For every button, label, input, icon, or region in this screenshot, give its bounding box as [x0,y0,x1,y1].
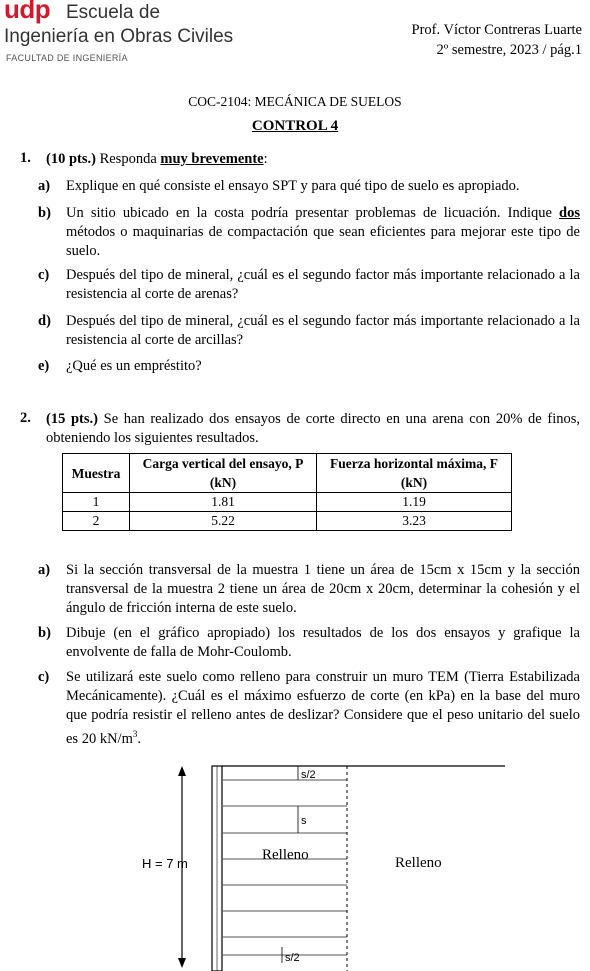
table-cell: 5.22 [130,512,317,531]
results-table [62,453,512,531]
fill-label-retained: Relleno [395,855,442,871]
q1-prompt-pre: Responda [99,151,161,167]
q2-prompt-text: Se han realizado dos ensayos de corte directo en una arena con 20% de finos, obteniendo los siguientes resultados. [46,411,581,446]
q1-prompt-post: : [263,151,268,167]
q2-prompt [46,410,580,448]
table-header-row [63,454,512,493]
item-text: Explique en qué consiste el ensayo SPT y para qué tipo de suelo es apropiado. [66,178,520,194]
item-label: d) [38,313,51,329]
item-label: a) [38,178,51,194]
q1-item-d [38,312,580,350]
table-cell: 1 [63,493,130,512]
item-text-emphasis: dos [559,205,580,221]
item-text: Si la sección transversal de la muestra 1 tiene un área de 15cm x 15cm y la sección transversal de la muestra 2 tiene un área de 20cm x 20cm, determinar la cohesión y el ángulo de fricción interna de este suelo. [66,562,580,616]
header-info [412,20,582,60]
q1-item-e [38,357,580,376]
q1-points: (10 pts.) [46,151,96,167]
table-header: Fuerza horizontal máxima, F (kN) [317,454,512,493]
q1-item-a [38,177,580,196]
reinforcement-strips [222,780,347,955]
school-name-line2: Ingeniería en Obras Civiles [4,26,234,47]
item-text: ¿Qué es un empréstito? [66,358,202,374]
item-label: b) [38,625,51,641]
q1-prompt [46,150,268,169]
table-cell: 3.23 [317,512,512,531]
school-name-line1: Escuela de [66,2,161,23]
spacing-markers [282,766,298,963]
q2-number: 2. [20,410,31,426]
arrow-up-icon [178,766,186,776]
item-text: Después del tipo de mineral, ¿cuál es el segundo factor más importante relacionado a la resistencia al corte de arenas? [66,267,580,302]
tem-wall-diagram [100,758,550,971]
table-header: Carga vertical del ensayo, P (kN) [130,454,317,493]
course-code: COC-2104: MECÁNICA DE SUELOS [188,94,402,109]
q1-number: 1. [20,150,31,166]
item-label: a) [38,562,51,578]
q1-item-b [38,204,580,261]
table-cell: 2 [63,512,130,531]
professor-name: Prof. Víctor Contreras Luarte [411,22,582,38]
document-title: CONTROL 4 [251,118,339,134]
item-text-post: . [137,730,141,747]
item-text-superscript: 3 [132,729,138,739]
item-label: c) [38,267,50,283]
q2-item-c [38,668,580,749]
table-cell: 1.19 [317,493,512,512]
q1-prompt-emphasis: muy brevemente [160,151,264,167]
table-row [63,512,512,531]
item-label: c) [38,669,50,685]
item-label: b) [38,205,51,221]
fill-label-reinforced: Relleno [262,847,309,863]
spacing-label-bottom: s/2 [285,952,300,964]
arrow-down-icon [178,958,186,968]
item-text-post: métodos o maquinarias de compactación que sean eficientes para mejorar este tipo de suelo. [66,224,580,259]
table-header: Muestra [63,454,130,493]
height-label: H = 7 m [142,856,188,871]
university-logo [2,0,242,66]
q2-item-b [38,624,580,662]
item-text: Después del tipo de mineral, ¿cuál es el segundo factor más importante relacionado a la resistencia al corte de arcillas? [66,313,580,348]
q1-item-c [38,266,580,304]
spacing-label-top: s/2 [301,769,316,781]
item-text-pre: Se utilizará este suelo como relleno para construir un muro TEM (Tierra Estabilizada Mecánicamente). ¿Cuál es el máximo esfuerzo de corte (en kPa) en la base del muro que podría resistir el relleno antes de deslizar? Considere que el peso unitario del suelo es 20 kN/m [66,669,580,747]
item-text [66,668,580,749]
table-row [63,493,512,512]
item-label: e) [38,358,50,374]
spacing-label-mid: s [301,815,307,827]
q2-points: (15 pts.) [46,411,98,427]
item-text: Dibuje (en el gráfico apropiado) los resultados de los dos ensayos y grafique la envolvente de falla de Mohr-Coulomb. [66,625,580,660]
logo-mark: udp [4,0,51,24]
faculty-name: FACULTAD DE INGENIERÍA [6,53,128,63]
table-cell: 1.81 [130,493,317,512]
item-text-pre: Un sitio ubicado en la costa podría presentar problemas de licuación. Indique [66,205,560,221]
q2-item-a [38,561,580,618]
semester-page: 2º semestre, 2023 / pág.1 [436,42,582,58]
item-text [66,204,580,261]
